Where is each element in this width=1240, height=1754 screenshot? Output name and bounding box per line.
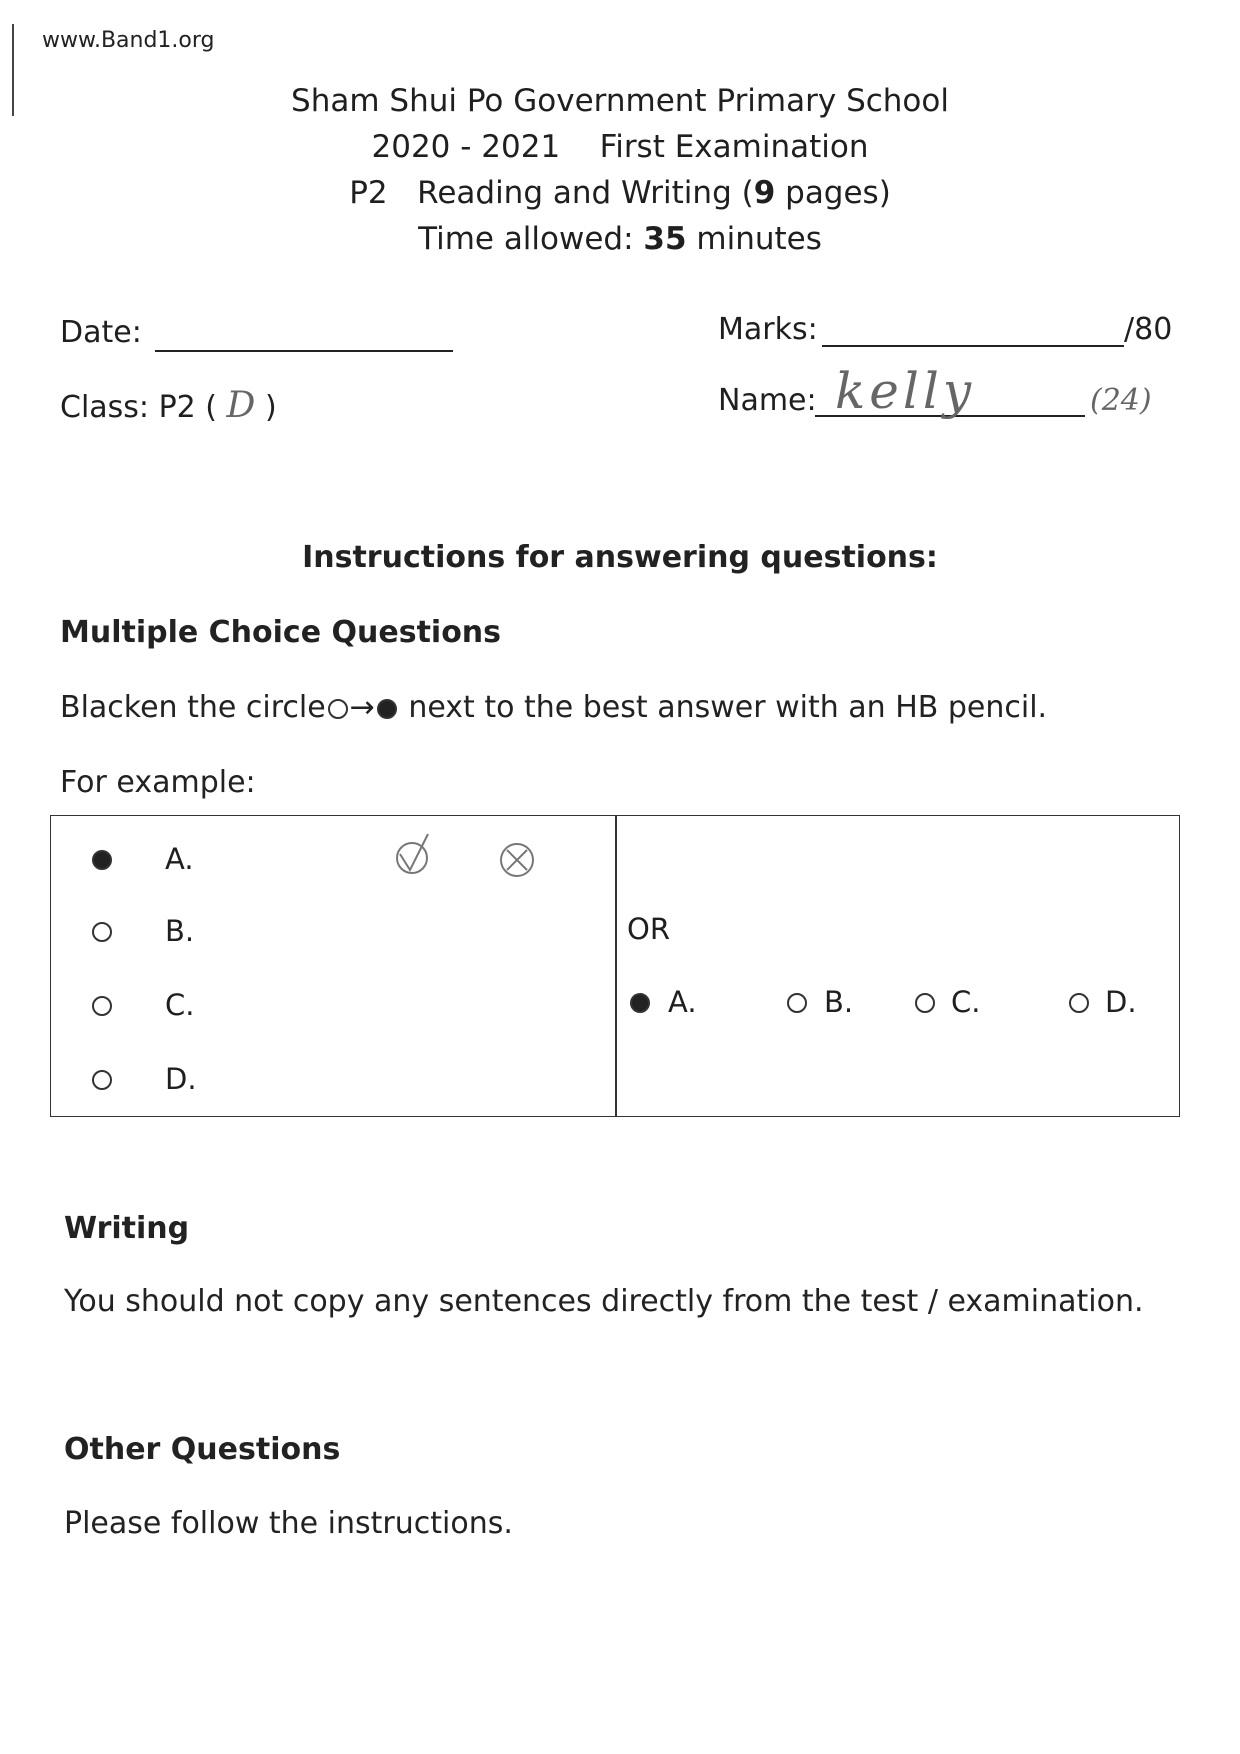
paper-suffix: pages) [775, 175, 891, 211]
writing-heading: Writing [64, 1211, 190, 1246]
exam-name: First Examination [599, 129, 869, 165]
option-a-right: A. [668, 985, 697, 1019]
marks-total: /80 [1124, 312, 1173, 347]
other-text: Please follow the instructions. [64, 1506, 513, 1541]
bubble-b-right[interactable] [787, 993, 807, 1013]
date-label: Date: [60, 315, 142, 350]
class-label: Class: P2 ( [60, 390, 217, 425]
date-blank[interactable] [155, 350, 453, 352]
bubble-c-left[interactable] [92, 996, 112, 1016]
school-name: Sham Shui Po Government Primary School [291, 83, 949, 119]
exam-year: 2020 - 2021 [371, 129, 561, 165]
watermark-url: www.Band1.org [42, 28, 215, 53]
option-c-left: C. [165, 988, 195, 1022]
option-b-left: B. [165, 914, 195, 948]
class-value: D [226, 385, 256, 426]
mcq-instruction [60, 690, 1047, 725]
mcq-instruction-end: next to the best answer with an HB pencil. [398, 690, 1048, 725]
instructions-title: Instructions for answering questions: [302, 540, 938, 575]
option-a-left: A. [165, 842, 194, 876]
mcq-heading: Multiple Choice Questions [60, 615, 502, 650]
bubble-a-right[interactable] [630, 993, 650, 1013]
other-heading: Other Questions [64, 1432, 341, 1467]
bubble-b-left[interactable] [92, 922, 112, 942]
bubble-c-right[interactable] [915, 993, 935, 1013]
bubble-d-left[interactable] [92, 1070, 112, 1090]
name-number: (24) [1090, 383, 1152, 418]
example-divider [615, 815, 617, 1116]
example-label: For example: [60, 765, 256, 800]
class-field [60, 385, 277, 426]
mcq-instruction-start: Blacken the circle [60, 690, 326, 725]
arrow-icon: → [349, 690, 375, 725]
marks-label: Marks: [718, 312, 818, 347]
filled-circle-icon [377, 699, 397, 719]
time-prefix: Time allowed: [418, 221, 644, 257]
bubble-d-right[interactable] [1069, 993, 1089, 1013]
option-d-left: D. [165, 1062, 197, 1096]
cross-mark-icon [497, 840, 537, 880]
empty-circle-icon [328, 699, 348, 719]
option-b-right: B. [824, 985, 854, 1019]
paper-level: P2 [349, 175, 388, 211]
name-value: kelly [835, 362, 976, 420]
class-close: ) [264, 390, 277, 425]
tick-mark-icon [392, 830, 436, 878]
paper-pages: 9 [753, 175, 776, 211]
bubble-a-left[interactable] [92, 850, 112, 870]
paper-prefix: Reading and Writing ( [417, 175, 754, 211]
time-suffix: minutes [686, 221, 822, 257]
option-d-right: D. [1105, 985, 1137, 1019]
paper-line [0, 170, 1240, 216]
or-label: OR [627, 912, 670, 946]
time-allowed [0, 216, 1240, 262]
marks-blank[interactable] [822, 345, 1124, 347]
exam-title [0, 124, 1240, 170]
name-label: Name: [718, 383, 817, 418]
writing-text: You should not copy any sentences directly from the test / examination. [64, 1284, 1144, 1319]
time-minutes: 35 [643, 221, 687, 257]
option-c-right: C. [951, 985, 981, 1019]
